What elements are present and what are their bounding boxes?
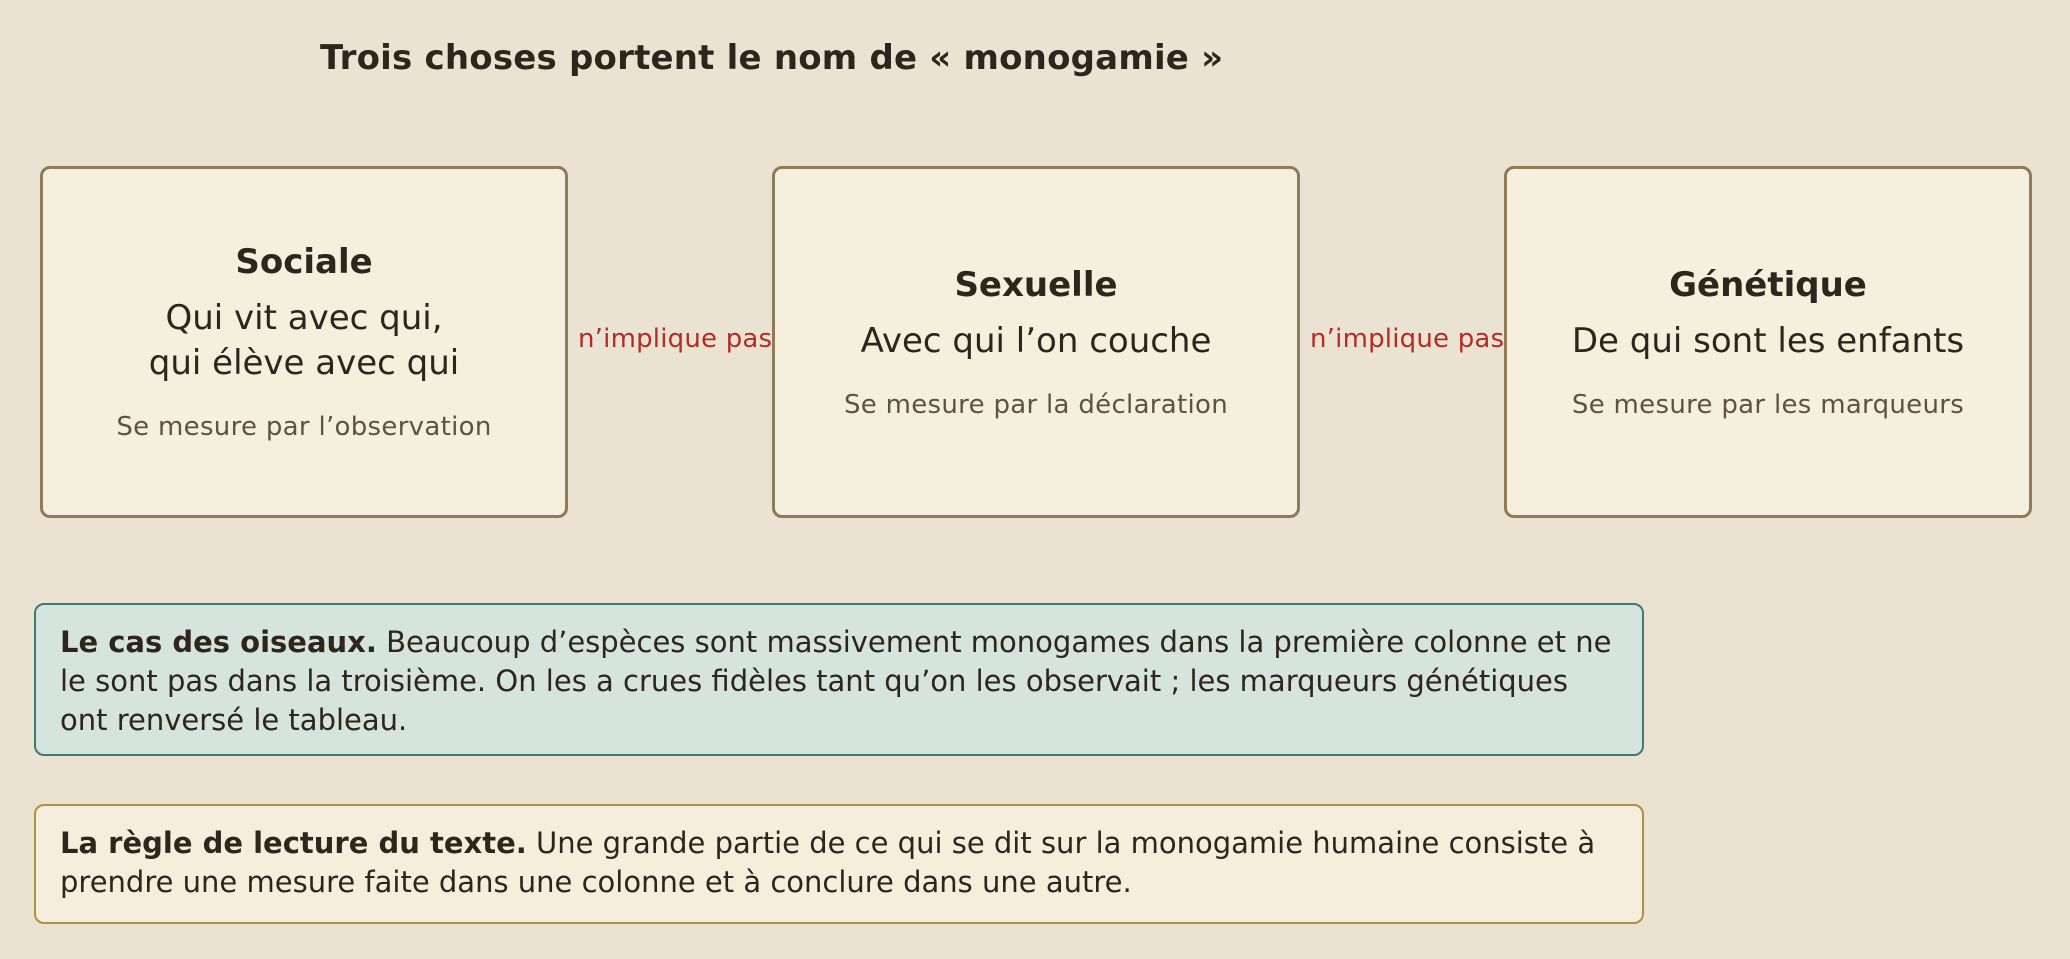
column-measure: Se mesure par les marqueurs (1571, 389, 1965, 420)
link-label-sociale-sexuelle: n’implique pas (578, 324, 773, 354)
note-heading: La règle de lecture du texte. (60, 826, 527, 860)
column-box-sexuelle (772, 166, 1300, 518)
column-description: De qui sont les enfants (1571, 320, 1965, 361)
column-name: Génétique (1669, 264, 1867, 305)
note-body: Beaucoup d’espèces sont massivement monogames dans la première colonne et ne le sont pas dans la troisième. On les a crues fidèles tant qu’on les observait ; les marqueurs génétiques ont renversé le tableau. (60, 625, 1612, 737)
column-box-sociale (40, 166, 568, 518)
note-body: Une grande partie de ce qui se dit sur la monogamie humaine consiste à prendre une mesure faite dans une colonne et à conclure dans une autre. (60, 826, 1596, 899)
column-box-genetique (1504, 166, 2032, 518)
note-birds-box (34, 603, 1644, 756)
note-heading: Le cas des oiseaux. (60, 625, 377, 659)
diagram-title: Trois choses portent le nom de « monogamie » (320, 38, 1224, 78)
column-description: Qui vit avec qui, qui élève avec qui (148, 298, 460, 383)
column-name: Sexuelle (954, 264, 1118, 305)
column-description: Avec qui l’on couche (860, 320, 1212, 361)
column-name: Sociale (235, 242, 373, 282)
column-measure: Se mesure par la déclaration (843, 389, 1229, 420)
column-measure: Se mesure par l’observation (116, 412, 492, 442)
link-label-sexuelle-genetique: n’implique pas (1310, 324, 1505, 354)
note-reading-rule-box (34, 804, 1644, 924)
